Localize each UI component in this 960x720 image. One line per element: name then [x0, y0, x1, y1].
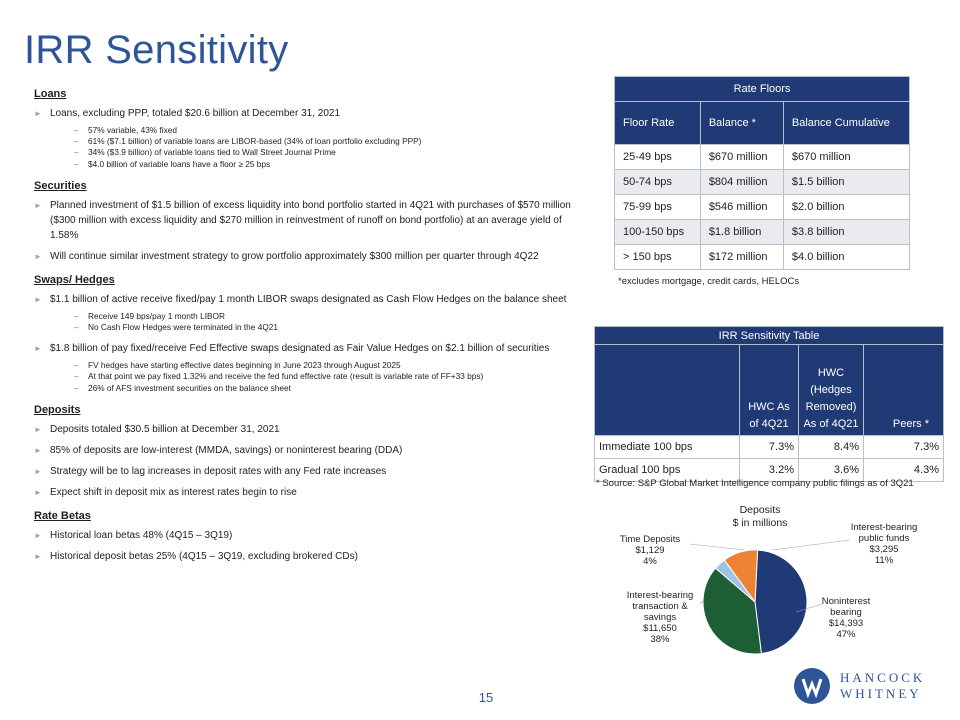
list-item: – FV hedges have starting effective dates beginning in June 2023 through August 2025	[74, 360, 401, 371]
rate-floors-title: Rate Floors	[615, 77, 910, 102]
bullet-arrow-icon: ►	[34, 200, 42, 210]
bullet-arrow-icon: ►	[34, 551, 42, 561]
table-row: Gradual 100 bps 3.2% 3.6% 4.3%	[595, 459, 944, 482]
leader-line	[690, 544, 744, 550]
table-row: Immediate 100 bps 7.3% 8.4% 7.3%	[595, 436, 944, 459]
list-item: ► Will continue similar investment strategy to grow portfolio approximately $300 million per quarter through 4Q22	[34, 250, 539, 262]
content-column	[34, 88, 589, 570]
list-item: ► Strategy will be to lag increases in deposit rates with any Fed rate increases	[34, 465, 387, 477]
list-item: ► Deposits totaled $30.5 billion at December 31, 2021	[34, 423, 280, 435]
list-item: – At that point we pay fixed 1.32% and receive the fed fund effective rate (result is variable rate of FF+33 bps)	[74, 371, 484, 382]
swaps-sub-list	[34, 311, 589, 333]
column-header	[595, 345, 740, 436]
slice-label-public-funds: Interest-bearing public funds $3,295 11%	[850, 522, 918, 566]
bullet-arrow-icon: ►	[34, 424, 42, 434]
hancock-whitney-logo	[794, 666, 934, 706]
table-row: 50-74 bps $804 million $1.5 billion	[615, 170, 910, 195]
rate-betas-heading: Rate Betas	[34, 509, 91, 522]
page-title: IRR Sensitivity	[24, 28, 289, 72]
column-header: Balance Cumulative	[783, 102, 909, 145]
loans-sub-list	[34, 125, 589, 170]
list-item: ► $1.8 billion of pay fixed/receive Fed Effective swaps designated as Fair Value Hedges on $2.1 billion of securities	[34, 343, 550, 355]
bullet-arrow-icon: ►	[34, 344, 42, 354]
chart-title: Deposits $ in millions	[732, 504, 788, 529]
bullet-arrow-icon: ►	[34, 445, 42, 455]
list-item: ► Planned investment of $1.5 billion of excess liquidity into bond portfolio started in 4Q21 with purchases of $570 million ($300 million with excess liquidity and $270 million in reinvestment of runoff on bond portfolio) at an average yield of 1.58%	[34, 199, 571, 241]
list-item: ► 85% of deposits are low-interest (MMDA, savings) or noninterest bearing (DDA)	[34, 444, 403, 456]
irr-table-note: * Source: S&P Global Market Intelligence company public filings as of 3Q21	[596, 478, 914, 489]
leader-line	[772, 540, 850, 550]
deposits-heading: Deposits	[34, 403, 81, 416]
list-item: – Receive 149 bps/pay 1 month LIBOR	[74, 310, 225, 321]
swaps-heading: Swaps/ Hedges	[34, 273, 115, 286]
logo-text: HANCOCK WHITNEY	[840, 670, 926, 701]
list-item: ► Expect shift in deposit mix as interest rates begin to rise	[34, 486, 297, 498]
list-item: ► $1.1 billion of active receive fixed/pay 1 month LIBOR swaps designated as Cash Flow Hedges on the balance sheet	[34, 293, 567, 305]
deposits-pie-chart	[600, 500, 940, 690]
column-header: HWC (Hedges Removed) As of 4Q21	[799, 345, 864, 436]
column-header: Peers *	[864, 345, 944, 436]
bullet-arrow-icon: ►	[34, 466, 42, 476]
list-item: – No Cash Flow Hedges were terminated in the 4Q21	[74, 322, 279, 333]
bullet-arrow-icon: ►	[34, 530, 42, 540]
slice-label-noninterest: Noninterest bearing $14,393 47%	[821, 596, 871, 640]
loans-heading: Loans	[34, 88, 67, 100]
list-item: ► Loans, excluding PPP, totaled $20.6 billion at December 31, 2021	[34, 108, 341, 119]
irr-sensitivity-table	[594, 326, 944, 482]
list-item: – 26% of AFS investment securities on the balance sheet	[74, 382, 291, 393]
page-number: 15	[478, 690, 494, 705]
table-row: 75-99 bps $546 million $2.0 billion	[615, 195, 910, 220]
column-header: Balance *	[700, 102, 783, 145]
column-header: HWC As of 4Q21	[740, 345, 799, 436]
list-item: – 57% variable, 43% fixed	[74, 125, 178, 135]
table-row: 100-150 bps $1.8 billion $3.8 billion	[615, 220, 910, 245]
slice-label-time-deposits: Time Deposits $1,129 4%	[619, 534, 681, 567]
bullet-arrow-icon: ►	[34, 294, 42, 304]
slice-noninterest	[755, 550, 807, 654]
rate-floors-note: *excludes mortgage, credit cards, HELOCs	[618, 276, 800, 287]
table-row: > 150 bps $172 million $4.0 billion	[615, 245, 910, 270]
securities-heading: Securities	[34, 179, 87, 192]
list-item: ► Historical deposit betas 25% (4Q15 – 3Q19, excluding brokered CDs)	[34, 550, 358, 562]
irr-table-title: IRR Sensitivity Table	[595, 327, 944, 345]
rate-floors-table	[614, 76, 910, 270]
list-item: – $4.0 billion of variable loans have a floor ≥ 25 bps	[74, 158, 271, 169]
bullet-arrow-icon: ►	[34, 109, 42, 118]
bullet-arrow-icon: ►	[34, 251, 42, 261]
list-item: – 61% ($7.1 billion) of variable loans are LIBOR-based (34% of loan portfolio excluding PPP)	[74, 136, 422, 147]
column-header: Floor Rate	[615, 102, 701, 145]
swaps-sub-list	[34, 360, 589, 394]
bullet-arrow-icon: ►	[34, 487, 42, 497]
table-row: 25-49 bps $670 million $670 million	[615, 145, 910, 170]
logo-mark-icon	[794, 668, 830, 704]
slice-label-transaction-savings: Interest-bearing transaction & savings $11,650 38%	[626, 590, 694, 645]
list-item: – 34% ($3.9 billion) of variable loans tied to Wall Street Journal Prime	[74, 147, 336, 158]
list-item: ► Historical loan betas 48% (4Q15 – 3Q19)	[34, 529, 233, 541]
